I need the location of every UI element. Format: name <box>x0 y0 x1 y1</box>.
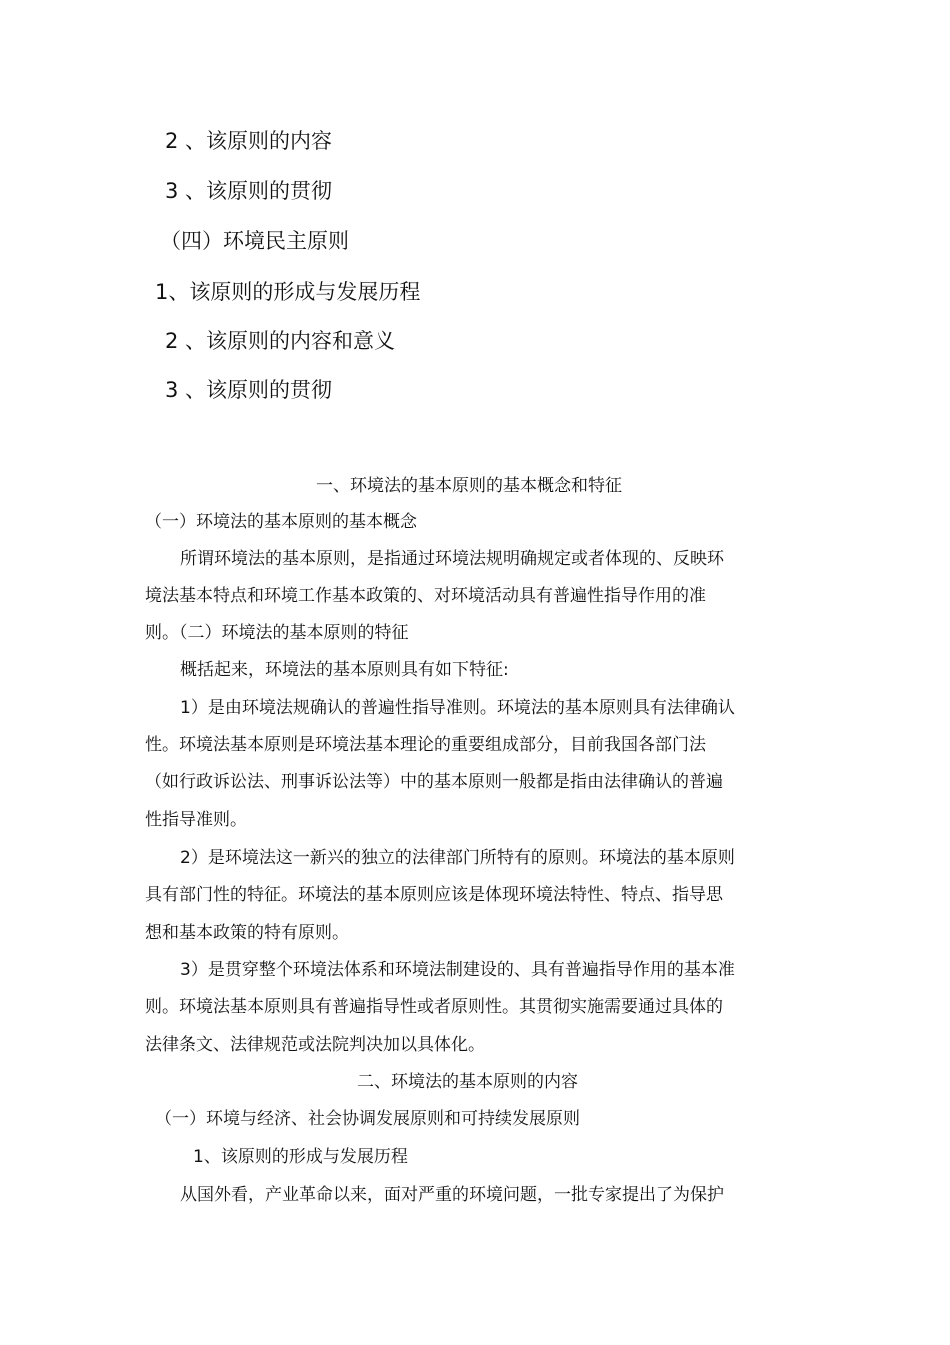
paragraph-line: 境法基本特点和环境工作基本政策的、对环境活动具有普遍性指导作用的准 <box>145 586 706 606</box>
paragraph-line: 法律条文、法律规范或法院判决加以具体化。 <box>145 1035 485 1055</box>
paragraph-line: 3）是贯穿整个环境法体系和环境法制建设的、具有普遍指导作用的基本准 <box>180 960 735 980</box>
paragraph-line: 性。环境法基本原则是环境法基本理论的重要组成部分，目前我国各部门法 <box>145 735 706 755</box>
section-title: 一、环境法的基本原则的基本概念和特征 <box>316 476 622 496</box>
paragraph-line: 具有部门性的特征。环境法的基本原则应该是体现环境法特性、特点、指导思 <box>145 885 723 905</box>
outline-item: 3 、该原则的贯彻 <box>165 378 333 402</box>
item-heading: 1、该原则的形成与发展历程 <box>193 1147 408 1167</box>
paragraph-line: 则。（二）环境法的基本原则的特征 <box>145 623 409 643</box>
paragraph-line: 性指导准则。 <box>145 810 247 830</box>
outline-item: 3 、该原则的贯彻 <box>165 179 333 203</box>
paragraph-line: 1）是由环境法规确认的普遍性指导准则。环境法的基本原则具有法律确认 <box>180 698 735 718</box>
section-title: 二、环境法的基本原则的内容 <box>357 1072 578 1092</box>
outline-heading: （四）环境民主原则 <box>160 229 349 253</box>
paragraph-line: 概括起来，环境法的基本原则具有如下特征: <box>180 660 509 680</box>
paragraph-line: 从国外看，产业革命以来，面对严重的环境问题，一批专家提出了为保护 <box>180 1185 724 1205</box>
paragraph-line: 想和基本政策的特有原则。 <box>145 923 349 943</box>
paragraph-line: （如行政诉讼法、刑事诉讼法等）中的基本原则一般都是指由法律确认的普遍 <box>145 772 723 792</box>
paragraph-line: 所谓环境法的基本原则，是指通过环境法规明确规定或者体现的、反映环 <box>180 549 724 569</box>
subsection-heading: （一）环境与经济、社会协调发展原则和可持续发展原则 <box>155 1109 580 1129</box>
subsection-heading: （一）环境法的基本原则的基本概念 <box>145 512 417 532</box>
paragraph-line: 2）是环境法这一新兴的独立的法律部门所特有的原则。环境法的基本原则 <box>180 848 735 868</box>
outline-item: 2 、该原则的内容 <box>165 129 333 153</box>
outline-item: 1、该原则的形成与发展历程 <box>155 280 421 304</box>
paragraph-line: 则。环境法基本原则具有普遍指导性或者原则性。其贯彻实施需要通过具体的 <box>145 997 723 1017</box>
outline-item: 2 、该原则的内容和意义 <box>165 329 396 353</box>
